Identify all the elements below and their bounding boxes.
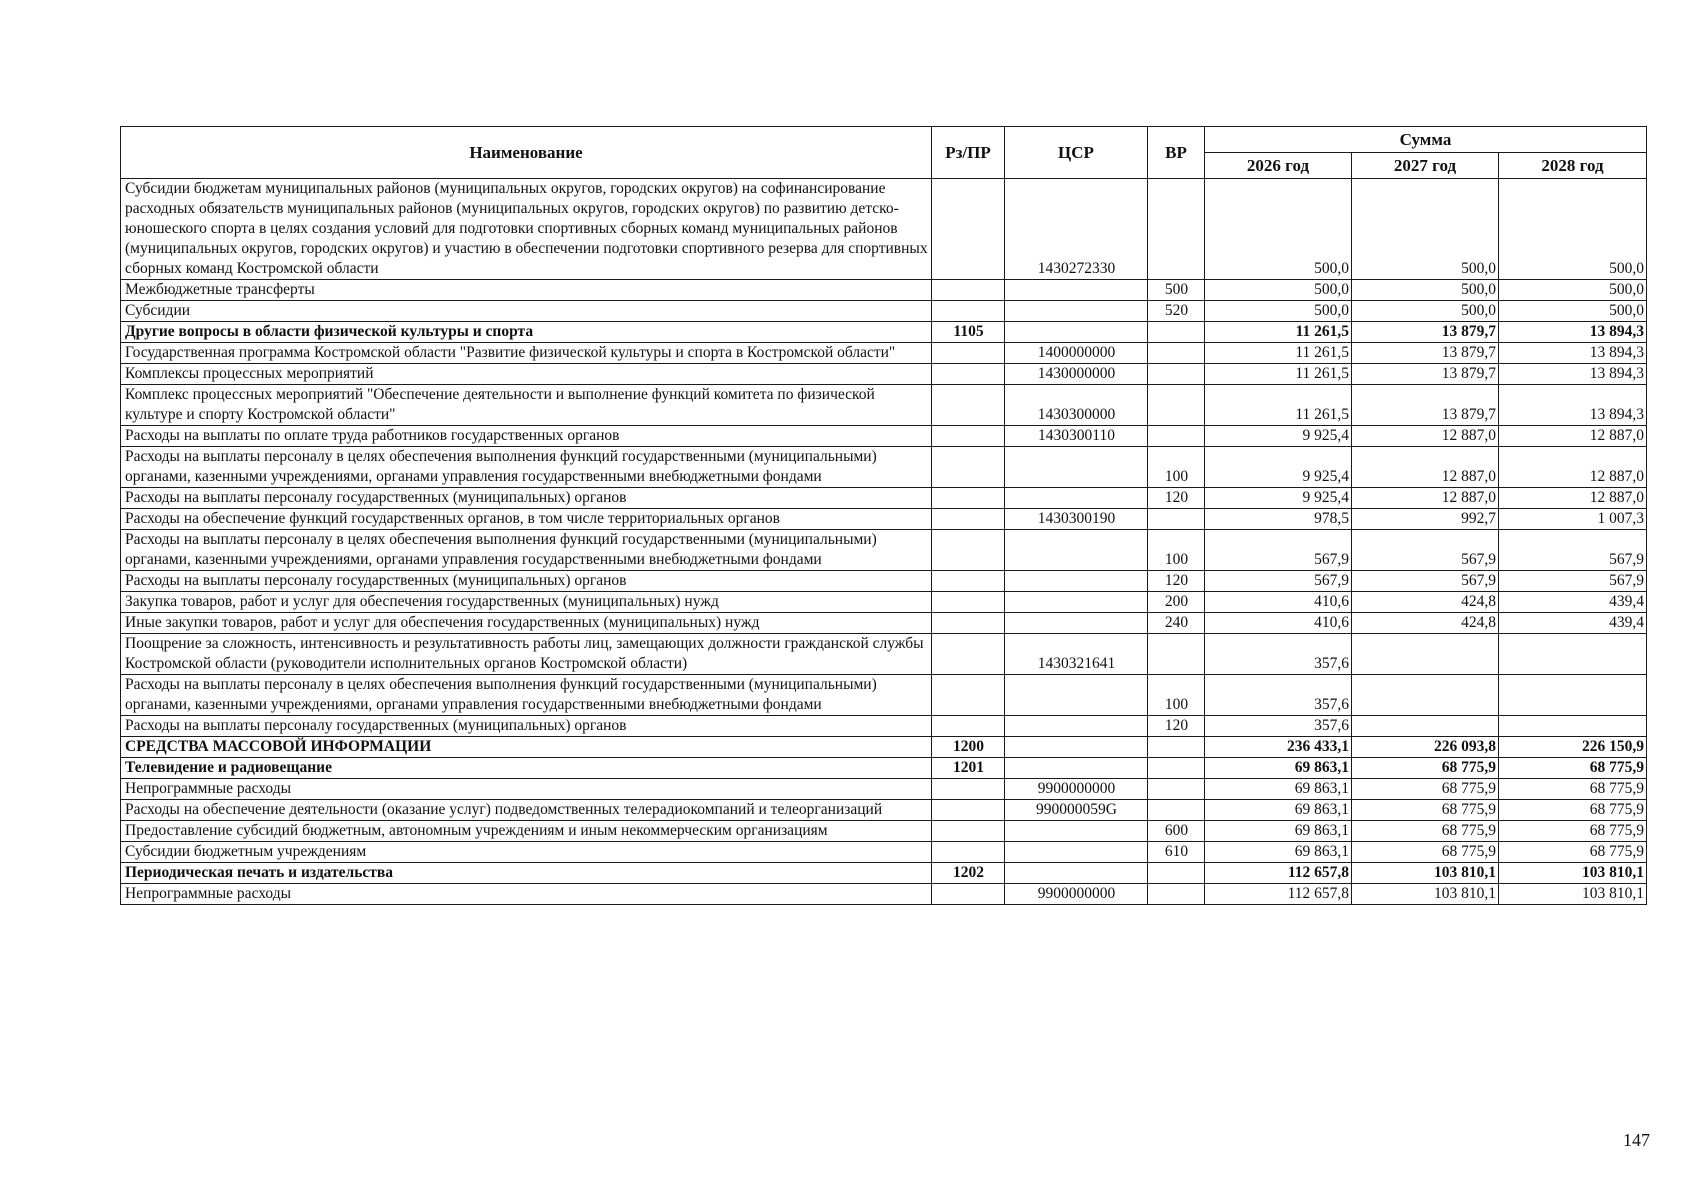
cell-2027: 68 775,9 [1352,800,1499,821]
cell-rzpr: 1201 [932,758,1005,779]
cell-2028: 68 775,9 [1499,800,1647,821]
cell-2026: 236 433,1 [1205,737,1352,758]
table-row [121,364,1647,385]
cell-2028: 12 887,0 [1499,426,1647,447]
cell-rzpr: 1200 [932,737,1005,758]
cell-2026: 112 657,8 [1205,884,1352,905]
cell-2026: 9 925,4 [1205,488,1352,509]
cell-rzpr [932,301,1005,322]
table-row [121,592,1647,613]
cell-csr [1005,675,1148,716]
header-row-top [121,127,1647,153]
cell-2027: 13 879,7 [1352,343,1499,364]
cell-2028: 439,4 [1499,592,1647,613]
cell-2027: 226 093,8 [1352,737,1499,758]
table-row [121,758,1647,779]
cell-2028: 1 007,3 [1499,509,1647,530]
cell-name: Поощрение за сложность, интенсивность и результативность работы лиц, замещающих должности гражданской службы Костромской области (руководители исполнительных органов Костромской области) [121,634,932,675]
cell-vr [1148,634,1205,675]
table-row [121,821,1647,842]
cell-csr: 1430300000 [1005,385,1148,426]
cell-2027: 567,9 [1352,530,1499,571]
cell-name: Иные закупки товаров, работ и услуг для обеспечения государственных (муниципальных) нужд [121,613,932,634]
cell-csr [1005,863,1148,884]
cell-vr: 600 [1148,821,1205,842]
cell-2026: 69 863,1 [1205,800,1352,821]
cell-2026: 500,0 [1205,179,1352,280]
cell-2028: 103 810,1 [1499,863,1647,884]
cell-2028: 103 810,1 [1499,884,1647,905]
cell-2028: 12 887,0 [1499,447,1647,488]
table-row [121,447,1647,488]
cell-rzpr [932,571,1005,592]
cell-rzpr [932,179,1005,280]
cell-rzpr: 1105 [932,322,1005,343]
cell-2028 [1499,634,1647,675]
cell-csr [1005,758,1148,779]
cell-2028: 500,0 [1499,179,1647,280]
cell-rzpr [932,884,1005,905]
cell-2026: 357,6 [1205,634,1352,675]
cell-2027: 500,0 [1352,179,1499,280]
cell-2026: 69 863,1 [1205,779,1352,800]
col-header-2027: 2027 год [1352,153,1499,179]
cell-2028 [1499,675,1647,716]
cell-rzpr: 1202 [932,863,1005,884]
cell-2028 [1499,716,1647,737]
cell-vr [1148,737,1205,758]
cell-vr [1148,343,1205,364]
cell-2027: 992,7 [1352,509,1499,530]
cell-vr [1148,800,1205,821]
cell-rzpr [932,842,1005,863]
table-row [121,884,1647,905]
cell-name: Субсидии бюджетным учреждениям [121,842,932,863]
cell-2027: 500,0 [1352,301,1499,322]
cell-2027: 68 775,9 [1352,821,1499,842]
col-header-rzpr: Рз/ПР [932,127,1005,179]
cell-2027: 13 879,7 [1352,322,1499,343]
table-row [121,716,1647,737]
cell-rzpr [932,592,1005,613]
cell-vr: 120 [1148,488,1205,509]
table-row [121,779,1647,800]
cell-vr: 100 [1148,675,1205,716]
cell-vr: 100 [1148,447,1205,488]
cell-2027: 424,8 [1352,613,1499,634]
cell-csr: 990000059G [1005,800,1148,821]
table-row [121,426,1647,447]
cell-rzpr [932,385,1005,426]
cell-vr: 240 [1148,613,1205,634]
cell-vr [1148,779,1205,800]
cell-rzpr [932,488,1005,509]
cell-rzpr [932,509,1005,530]
cell-rzpr [932,821,1005,842]
cell-vr: 610 [1148,842,1205,863]
cell-2027: 103 810,1 [1352,863,1499,884]
budget-table [120,126,1647,905]
cell-name: Расходы на выплаты персоналу в целях обеспечения выполнения функций государственными (муниципальными) органами, казенными учреждениями, органами управления государственными внебюджетными фондами [121,675,932,716]
cell-2027 [1352,675,1499,716]
cell-2028: 68 775,9 [1499,842,1647,863]
table-row [121,571,1647,592]
table-row [121,280,1647,301]
cell-2026: 11 261,5 [1205,364,1352,385]
cell-2027: 13 879,7 [1352,385,1499,426]
cell-rzpr [932,343,1005,364]
cell-rzpr [932,426,1005,447]
cell-csr [1005,530,1148,571]
cell-2026: 11 261,5 [1205,385,1352,426]
cell-rzpr [932,530,1005,571]
cell-vr [1148,758,1205,779]
cell-csr [1005,301,1148,322]
cell-name: Расходы на обеспечение функций государственных органов, в том числе территориальных органов [121,509,932,530]
cell-csr: 9900000000 [1005,779,1148,800]
cell-csr: 1430272330 [1005,179,1148,280]
cell-name: Телевидение и радиовещание [121,758,932,779]
cell-2026: 11 261,5 [1205,343,1352,364]
cell-2027: 12 887,0 [1352,488,1499,509]
cell-csr [1005,716,1148,737]
cell-csr [1005,842,1148,863]
cell-2028: 500,0 [1499,301,1647,322]
cell-name: Расходы на выплаты персоналу в целях обеспечения выполнения функций государственными (муниципальными) органами, казенными учреждениями, органами управления государственными внебюджетными фондами [121,530,932,571]
cell-2027: 68 775,9 [1352,779,1499,800]
cell-name: Субсидии [121,301,932,322]
cell-vr: 100 [1148,530,1205,571]
cell-csr [1005,488,1148,509]
cell-2026: 357,6 [1205,716,1352,737]
cell-rzpr [932,364,1005,385]
cell-csr: 1430300190 [1005,509,1148,530]
cell-2028: 226 150,9 [1499,737,1647,758]
table-row [121,800,1647,821]
cell-2027 [1352,634,1499,675]
cell-2028: 68 775,9 [1499,779,1647,800]
cell-vr [1148,863,1205,884]
cell-rzpr [932,779,1005,800]
table-row [121,343,1647,364]
cell-rzpr [932,716,1005,737]
cell-vr: 520 [1148,301,1205,322]
cell-rzpr [932,280,1005,301]
cell-2027: 424,8 [1352,592,1499,613]
cell-rzpr [932,447,1005,488]
cell-2026: 9 925,4 [1205,426,1352,447]
table-row [121,488,1647,509]
cell-csr [1005,592,1148,613]
cell-vr: 120 [1148,716,1205,737]
cell-vr [1148,509,1205,530]
cell-name: Государственная программа Костромской области "Развитие физической культуры и спорта в Костромской области" [121,343,932,364]
col-header-2028: 2028 год [1499,153,1647,179]
col-header-csr: ЦСР [1005,127,1148,179]
cell-2027: 12 887,0 [1352,426,1499,447]
cell-2026: 9 925,4 [1205,447,1352,488]
cell-2028: 13 894,3 [1499,343,1647,364]
cell-rzpr [932,613,1005,634]
cell-2028: 567,9 [1499,530,1647,571]
cell-2026: 69 863,1 [1205,842,1352,863]
cell-name: Субсидии бюджетам муниципальных районов (муниципальных округов, городских округов) на софинансирование расходных обязательств муниципальных районов (муниципальных округов, городских округов) по развитию детско-юношеского спорта в целях создания условий для подготовки спортивных сборных команд муниципальных районов (муниципальных округов, городских округов) и участию в обеспечении подготовки спортивного резерва для спортивных сборных команд Костромской области [121,179,932,280]
table-row [121,613,1647,634]
cell-name: Комплексы процессных мероприятий [121,364,932,385]
cell-2026: 357,6 [1205,675,1352,716]
cell-2027: 103 810,1 [1352,884,1499,905]
cell-vr: 500 [1148,280,1205,301]
cell-2026: 69 863,1 [1205,758,1352,779]
cell-name: СРЕДСТВА МАССОВОЙ ИНФОРМАЦИИ [121,737,932,758]
cell-2028: 13 894,3 [1499,364,1647,385]
cell-csr [1005,821,1148,842]
cell-2027: 68 775,9 [1352,842,1499,863]
cell-csr: 1430321641 [1005,634,1148,675]
cell-2028: 500,0 [1499,280,1647,301]
cell-name: Непрограммные расходы [121,884,932,905]
cell-vr: 120 [1148,571,1205,592]
cell-2028: 439,4 [1499,613,1647,634]
cell-2026: 112 657,8 [1205,863,1352,884]
cell-csr: 1430300110 [1005,426,1148,447]
cell-name: Комплекс процессных мероприятий "Обеспечение деятельности и выполнение функций комитета по физической культуре и спорту Костромской области" [121,385,932,426]
cell-2026: 11 261,5 [1205,322,1352,343]
table-row [121,322,1647,343]
cell-vr: 200 [1148,592,1205,613]
cell-2028: 13 894,3 [1499,385,1647,426]
cell-2028: 567,9 [1499,571,1647,592]
cell-2026: 567,9 [1205,571,1352,592]
cell-csr [1005,613,1148,634]
table-row [121,301,1647,322]
cell-name: Другие вопросы в области физической культуры и спорта [121,322,932,343]
cell-2027: 500,0 [1352,280,1499,301]
col-header-sum: Сумма [1205,127,1647,153]
cell-2026: 69 863,1 [1205,821,1352,842]
cell-vr [1148,426,1205,447]
cell-csr [1005,447,1148,488]
table-row [121,509,1647,530]
cell-rzpr [932,800,1005,821]
table-row [121,385,1647,426]
cell-name: Межбюджетные трансферты [121,280,932,301]
table-row [121,737,1647,758]
cell-2027: 12 887,0 [1352,447,1499,488]
table-row [121,842,1647,863]
table-body [121,179,1647,905]
cell-2026: 978,5 [1205,509,1352,530]
col-header-2026: 2026 год [1205,153,1352,179]
cell-name: Расходы на обеспечение деятельности (оказание услуг) подведомственных телерадиокомпаний и телеорганизаций [121,800,932,821]
cell-2028: 13 894,3 [1499,322,1647,343]
cell-2026: 500,0 [1205,280,1352,301]
cell-2026: 500,0 [1205,301,1352,322]
cell-vr [1148,322,1205,343]
cell-csr: 1400000000 [1005,343,1148,364]
cell-csr [1005,571,1148,592]
page-number: 147 [1623,1130,1650,1150]
cell-csr [1005,737,1148,758]
cell-name: Непрограммные расходы [121,779,932,800]
cell-name: Расходы на выплаты по оплате труда работников государственных органов [121,426,932,447]
cell-csr: 9900000000 [1005,884,1148,905]
table-row [121,634,1647,675]
table-row [121,863,1647,884]
cell-name: Расходы на выплаты персоналу государственных (муниципальных) органов [121,716,932,737]
cell-2027: 68 775,9 [1352,758,1499,779]
cell-2027: 13 879,7 [1352,364,1499,385]
cell-2027: 567,9 [1352,571,1499,592]
cell-2028: 12 887,0 [1499,488,1647,509]
cell-2028: 68 775,9 [1499,821,1647,842]
col-header-vr: ВР [1148,127,1205,179]
cell-name: Расходы на выплаты персоналу государственных (муниципальных) органов [121,571,932,592]
table-row [121,179,1647,280]
cell-name: Расходы на выплаты персоналу государственных (муниципальных) органов [121,488,932,509]
cell-rzpr [932,634,1005,675]
cell-2026: 410,6 [1205,592,1352,613]
table-row [121,675,1647,716]
col-header-name: Наименование [121,127,932,179]
cell-2027 [1352,716,1499,737]
table-row [121,530,1647,571]
cell-name: Периодическая печать и издательства [121,863,932,884]
cell-vr [1148,364,1205,385]
cell-csr [1005,322,1148,343]
cell-2026: 567,9 [1205,530,1352,571]
cell-rzpr [932,675,1005,716]
cell-2026: 410,6 [1205,613,1352,634]
cell-name: Предоставление субсидий бюджетным, автономным учреждениям и иным некоммерческим организациям [121,821,932,842]
cell-vr [1148,884,1205,905]
cell-2028: 68 775,9 [1499,758,1647,779]
cell-vr [1148,179,1205,280]
cell-name: Закупка товаров, работ и услуг для обеспечения государственных (муниципальных) нужд [121,592,932,613]
cell-csr: 1430000000 [1005,364,1148,385]
cell-vr [1148,385,1205,426]
cell-csr [1005,280,1148,301]
cell-name: Расходы на выплаты персоналу в целях обеспечения выполнения функций государственными (муниципальными) органами, казенными учреждениями, органами управления государственными внебюджетными фондами [121,447,932,488]
